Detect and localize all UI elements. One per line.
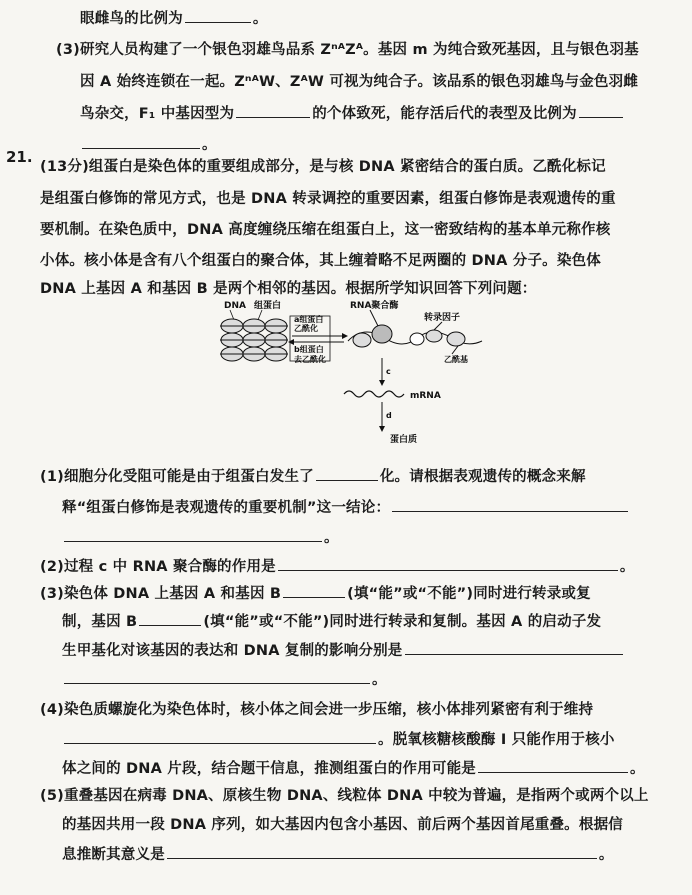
p1-line3: 。 bbox=[62, 527, 339, 548]
p3-line2: 制，基因 B (填“能”或“不能”)同时进行转录和复制。基因 A 的启动子发 bbox=[62, 611, 601, 632]
histone-label: 组蛋白 bbox=[254, 301, 282, 311]
d-label: d bbox=[386, 411, 392, 420]
p5-line2: 的基因共用一段 DNA 序列，如大基因内包含小基因、前后两个基因首尾重叠。根据信 bbox=[62, 817, 623, 833]
answer-blank[interactable] bbox=[64, 527, 322, 542]
mrna-label: mRNA bbox=[410, 391, 441, 401]
a-label-1: a组蛋白 bbox=[294, 315, 324, 324]
a-label-2: 乙酰化 bbox=[294, 324, 318, 333]
q3-line4: 。 bbox=[80, 134, 217, 155]
open-chromatin bbox=[348, 310, 482, 354]
answer-blank[interactable] bbox=[236, 103, 310, 118]
p5-line1: (5)重叠基因在病毒 DNA、原核生物 DNA、线粒体 DNA 中较为普遍，是指两个或两个以上 bbox=[40, 788, 649, 804]
p1-line2: 释“组蛋白修饰是表观遗传的重要机制”这一结论： bbox=[62, 497, 630, 518]
intro-line: (13分)组蛋白是染色体的重要组成部分，是与核 DNA 紧密结合的蛋白质。乙酰化标记 bbox=[40, 159, 606, 175]
q3-line1: (3)研究人员构建了一个银色羽雄鸟品系 ZⁿᴬZᴬ。基因 m 为纯合致死基因，且与银色羽基 bbox=[56, 42, 639, 58]
p4-line1: (4)染色质螺旋化为染色体时，核小体之间会进一步压缩，核小体排列紧密有利于维持 bbox=[40, 702, 594, 718]
answer-blank[interactable] bbox=[579, 103, 623, 118]
condensed-chromatin bbox=[220, 319, 288, 361]
q3-line2: 因 A 始终连锁在一起。ZⁿᴬW、ZᴬW 可视为纯合子。该品系的银色羽雄鸟与金色羽雌 bbox=[80, 74, 639, 90]
p2-line: (2)过程 c 中 RNA 聚合酶的作用是 。 bbox=[40, 556, 635, 577]
p3-line3: 生甲基化对该基因的表达和 DNA 复制的影响分别是 bbox=[62, 640, 625, 661]
rna-polymerase-label: RNA聚合酶 bbox=[350, 301, 399, 311]
answer-blank[interactable] bbox=[405, 640, 623, 655]
p4-line2: 。脱氧核糖核酸酶 Ⅰ 只能作用于核小 bbox=[62, 729, 615, 750]
answer-blank[interactable] bbox=[82, 134, 200, 149]
acetyl-label: 乙酰基 bbox=[444, 355, 468, 364]
question-number: 21. bbox=[6, 148, 33, 166]
protein-label: 蛋白质 bbox=[390, 435, 418, 445]
answer-blank[interactable] bbox=[167, 844, 597, 859]
intro-line: 小体。核小体是含有八个组蛋白的聚合体，其上缠着略不足两圈的 DNA 分子。染色体 bbox=[40, 253, 601, 269]
transcription-factor-label: 转录因子 bbox=[424, 313, 461, 323]
answer-blank[interactable] bbox=[278, 556, 618, 571]
intro-line: 要机制。在染色质中，DNA 高度缠绕压缩在组蛋白上，这一密致结构的基本单元称作核 bbox=[40, 222, 611, 238]
p3-line1: (3)染色体 DNA 上基因 A 和基因 B (填“能”或“不能”)同时进行转录或复 bbox=[40, 583, 591, 604]
answer-blank[interactable] bbox=[185, 8, 251, 23]
p3-line4: 。 bbox=[62, 669, 387, 690]
answer-blank[interactable] bbox=[478, 758, 628, 773]
p1-line1: (1)细胞分化受阻可能是由于组蛋白发生了 化。请根据表观遗传的概念来解 bbox=[40, 466, 586, 487]
q3-line3: 鸟杂交，F₁ 中基因型为 的个体致死，能存活后代的表型及比例为 bbox=[80, 103, 625, 124]
answer-blank[interactable] bbox=[64, 669, 370, 684]
chromatin-diagram bbox=[212, 296, 512, 446]
b-label-1: b组蛋白 bbox=[294, 345, 324, 354]
answer-line: 眼雌鸟的比例为 。 bbox=[80, 8, 268, 29]
p5-line3: 息推断其意义是 。 bbox=[62, 844, 614, 865]
mrna-strand bbox=[344, 391, 404, 397]
intro-line: 是组蛋白修饰的常见方式，也是 DNA 转录调控的重要因素，组蛋白修饰是表观遗传的重 bbox=[40, 191, 616, 207]
dna-label: DNA bbox=[224, 301, 246, 311]
answer-blank[interactable] bbox=[316, 466, 378, 481]
answer-blank[interactable] bbox=[139, 611, 201, 626]
c-label: c bbox=[386, 367, 391, 376]
answer-blank[interactable] bbox=[64, 729, 376, 744]
intro-line: DNA 上基因 A 和基因 B 是两个相邻的基因。根据所学知识回答下列问题： bbox=[40, 281, 537, 297]
b-label-2: 去乙酰化 bbox=[294, 355, 326, 364]
p4-line3: 体之间的 DNA 片段，结合题干信息，推测组蛋白的作用可能是 。 bbox=[62, 758, 645, 779]
answer-blank[interactable] bbox=[392, 497, 628, 512]
answer-blank[interactable] bbox=[283, 583, 345, 598]
